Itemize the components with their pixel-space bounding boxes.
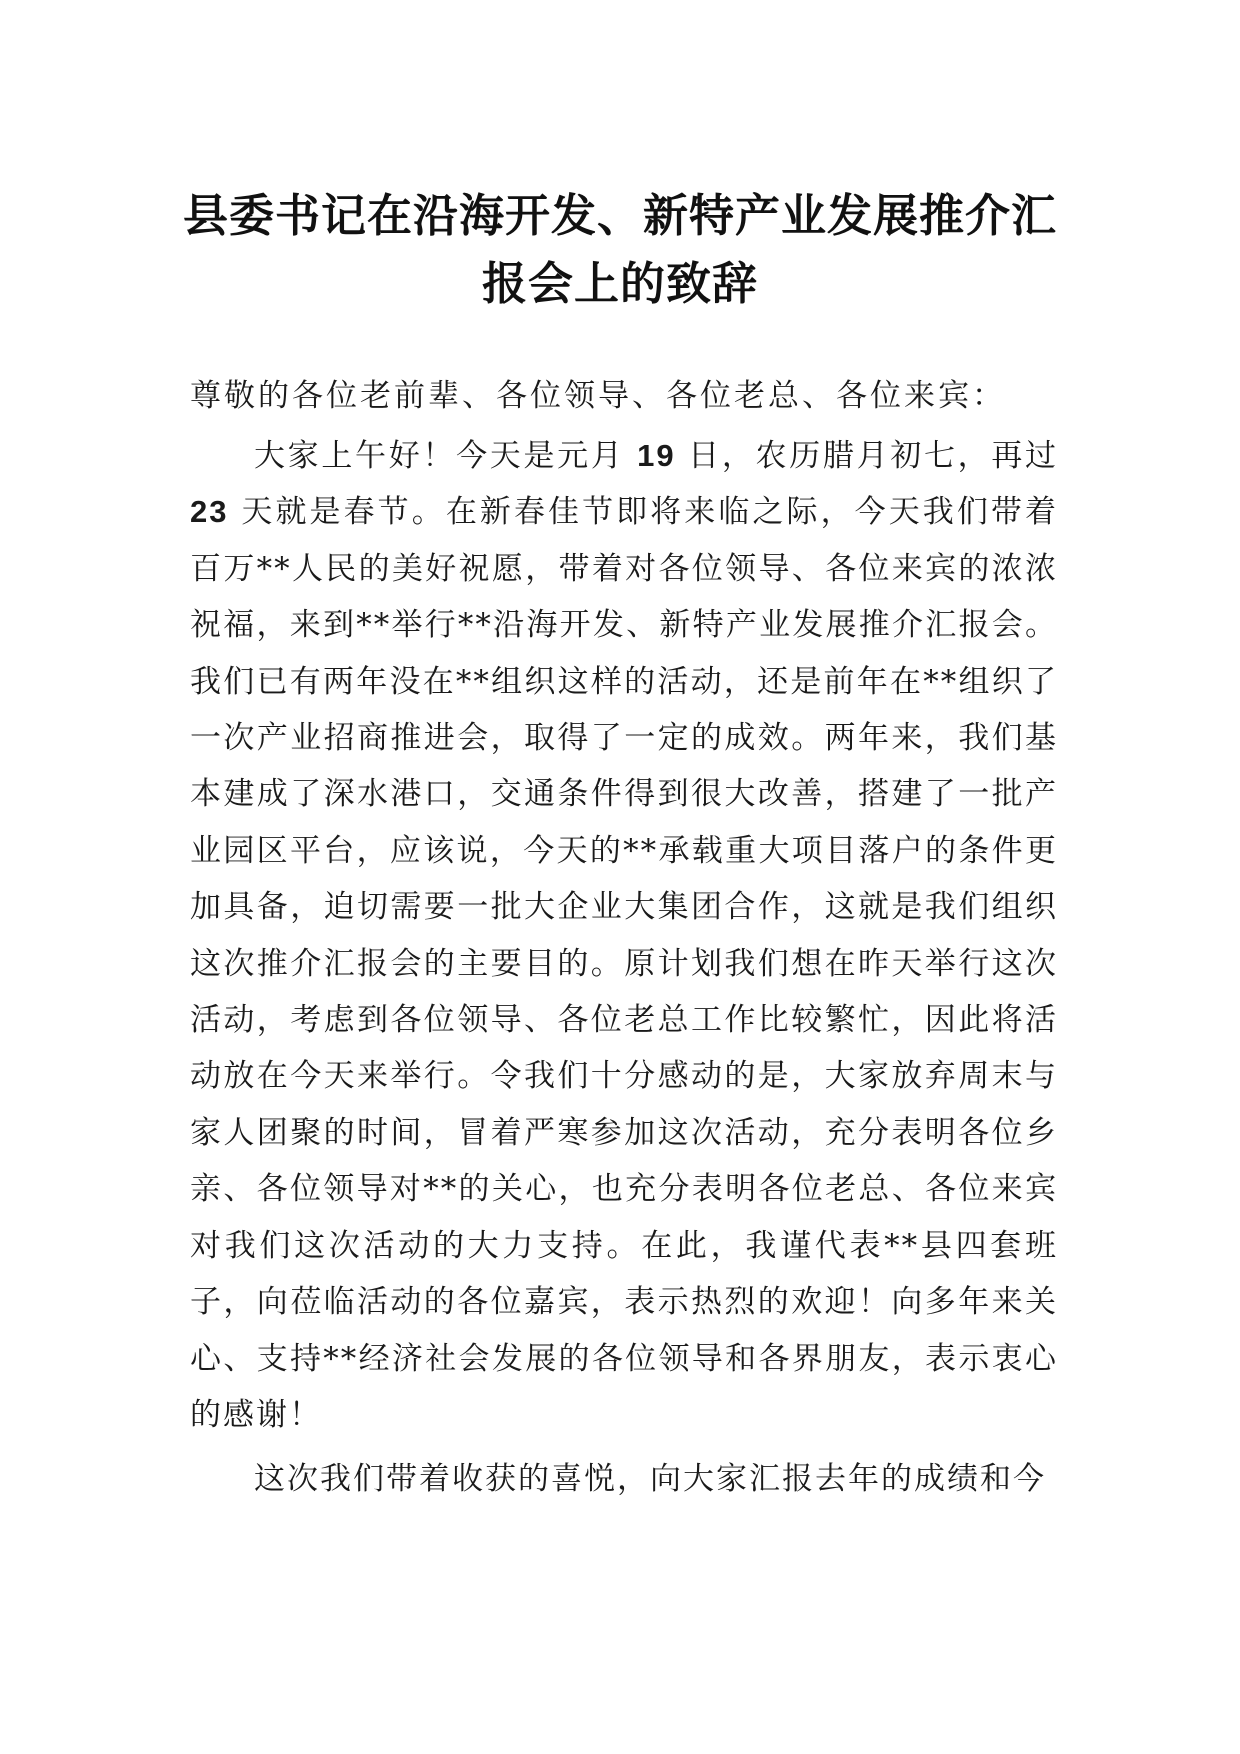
paragraph-1-text-b: 日，农历腊月初七，再过 xyxy=(675,438,1059,474)
document-body xyxy=(190,368,1058,1508)
title-line-1: 县委书记在沿海开发、新特产业发展推介汇 xyxy=(182,189,1057,242)
paragraph-1 xyxy=(190,428,1058,1443)
paragraph-2: 这次我们带着收获的喜悦，向大家汇报去年的成绩和今 xyxy=(254,1461,1046,1498)
date-day-number: 19 xyxy=(637,438,676,473)
title-line-2: 报会上的致辞 xyxy=(481,257,758,310)
days-count-number: 23 xyxy=(190,494,229,530)
salutation: 尊敬的各位老前辈、各位领导、各位老总、各位来宾： xyxy=(190,378,1006,414)
paragraph-1-text-c: 天就是春节。在新春佳节即将来临之际，今天我们带着百万**人民的美好祝愿，带着对各位领导、各位来宾的浓浓祝福，来到**举行**沿海开发、新特产业发展推介汇报会。我们已有两年没在**组织这样的活动，还是前年在**组织了一次产业招商推进会，取得了一定的成效。两年来，我们基本建成了深水港口，交通条件得到很大改善，搭建了一批产业园区平台，应该说，今天的**承载重大项目落户的条件更加具备，迫切需要一批大企业大集团合作，这就是我们组织这次推介汇报会的主要目的。原计划我们想在昨天举行这次活动，考虑到各位领导、各位老总工作比较繁忙，因此将活动放在今天来举行。令我们十分感动的是，大家放弃周末与家人团聚的时间，冒着严寒参加这次活动，充分表明各位乡亲、各位领导对**的关心，也充分表明各位老总、各位来宾对我们这次活动的大力支持。在此，我谨代表**县四套班子，向莅临活动的各位嘉宾，表示热烈的欢迎！向多年来关心、支持**经济社会发展的各位领导和各界朋友，表示衷心的感谢！ xyxy=(190,494,1058,1433)
paragraph-1-text-a: 大家上午好！今天是元月 xyxy=(254,438,638,474)
document-title xyxy=(160,182,1080,318)
